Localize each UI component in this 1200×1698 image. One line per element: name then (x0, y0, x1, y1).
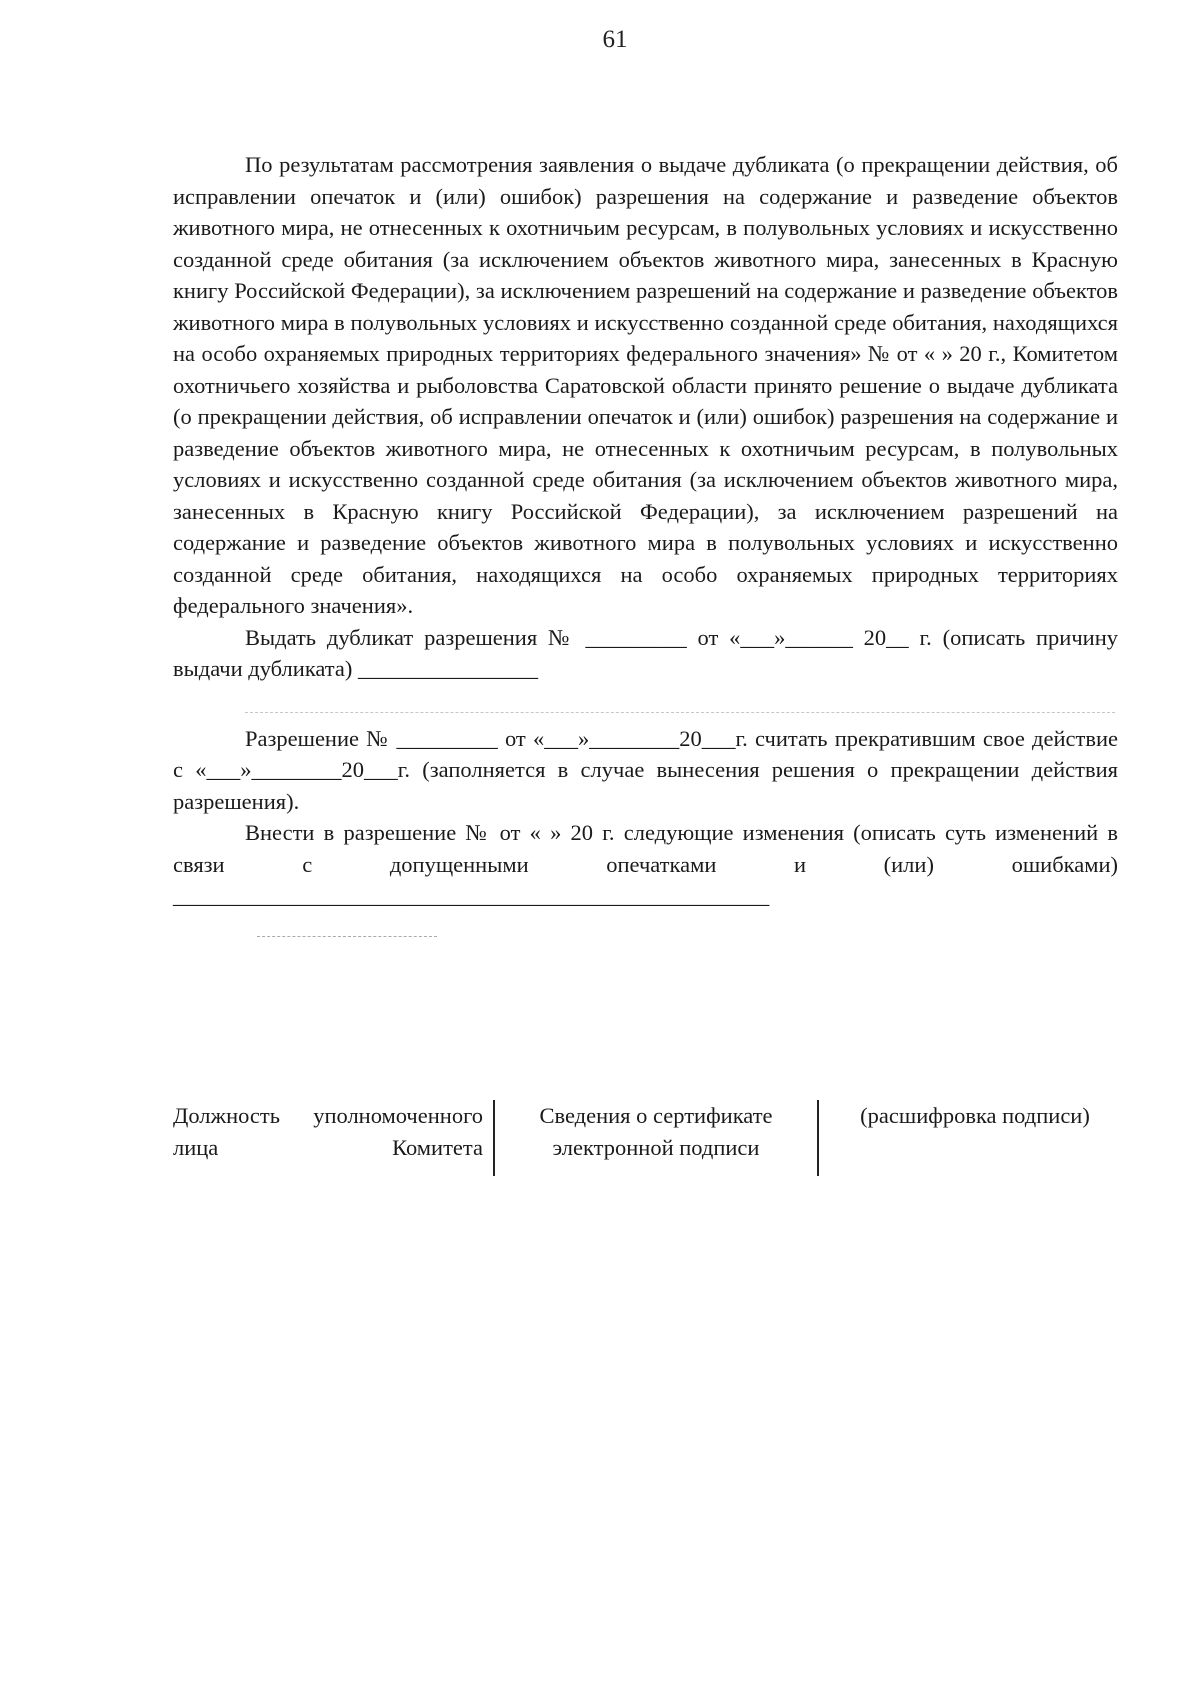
decision-paragraph: По результатам рассмотрения заявления о выдаче дубликата (о прекращении действия, об исправлении опечаток и (или) ошибок) разрешения на содержание и разведение объектов животного мира, не отнесенных к охотничьим ресурсам, в полувольных условиях и искусственно созданной среде обитания (за исключением объектов животного мира, занесенных в Красную книгу Российской Федерации), за исключением разрешений на содержание и разведение объектов животного мира в полувольных условиях и искусственно созданной среде обитания, находящихся на особо охраняемых природных территориях федерального значения» № от « » 20 г., Комитетом охотничьего хозяйства и рыболовства Саратовской области принято решение о выдаче дубликата (о прекращении действия, об исправлении опечаток и (или) ошибок) разрешения на содержание и разведение объектов животного мира, не отнесенных к охотничьим ресурсам, в полувольных условиях и искусственно созданной среде обитания (за исключением объектов животного мира, занесенных в Красную книгу Российской Федерации), за исключением разрешений на содержание и разведение объектов животного мира в полувольных условиях и искусственно созданной среде обитания, находящихся на особо охраняемых природных территориях федерального значения». (173, 152, 1118, 618)
signature-decoding-label: (расшифровка подписи) (860, 1103, 1090, 1128)
fill-in-line (257, 914, 437, 937)
official-position-label: Должность уполномоченного лица Комитета (173, 1103, 483, 1160)
page-number: 61 (602, 26, 628, 53)
document-body (173, 149, 1118, 947)
certificate-info-label: Сведения о сертификате электронной подписи (494, 1100, 818, 1176)
terminate-paragraph: Разрешение № _________ от «___»________20___г. считать прекратившим свое действие с «___»________20___г. (заполняется в случае вынесения решения о прекращении действия разрешения). (173, 725, 1118, 814)
issue-duplicate-paragraph: Выдать дубликат разрешения № _________ от «___»______ 20__ г. (описать причину выдачи дубликата) ________________ (173, 624, 1118, 681)
amend-paragraph: Внести в разрешение № от « » 20 г. следующие изменения (описать суть изменений в связи с допущенными опечатками и (или) ошибками) _____________________________________________________ (173, 820, 1118, 908)
fill-in-line (245, 685, 1115, 713)
signature-block (173, 1100, 1113, 1176)
